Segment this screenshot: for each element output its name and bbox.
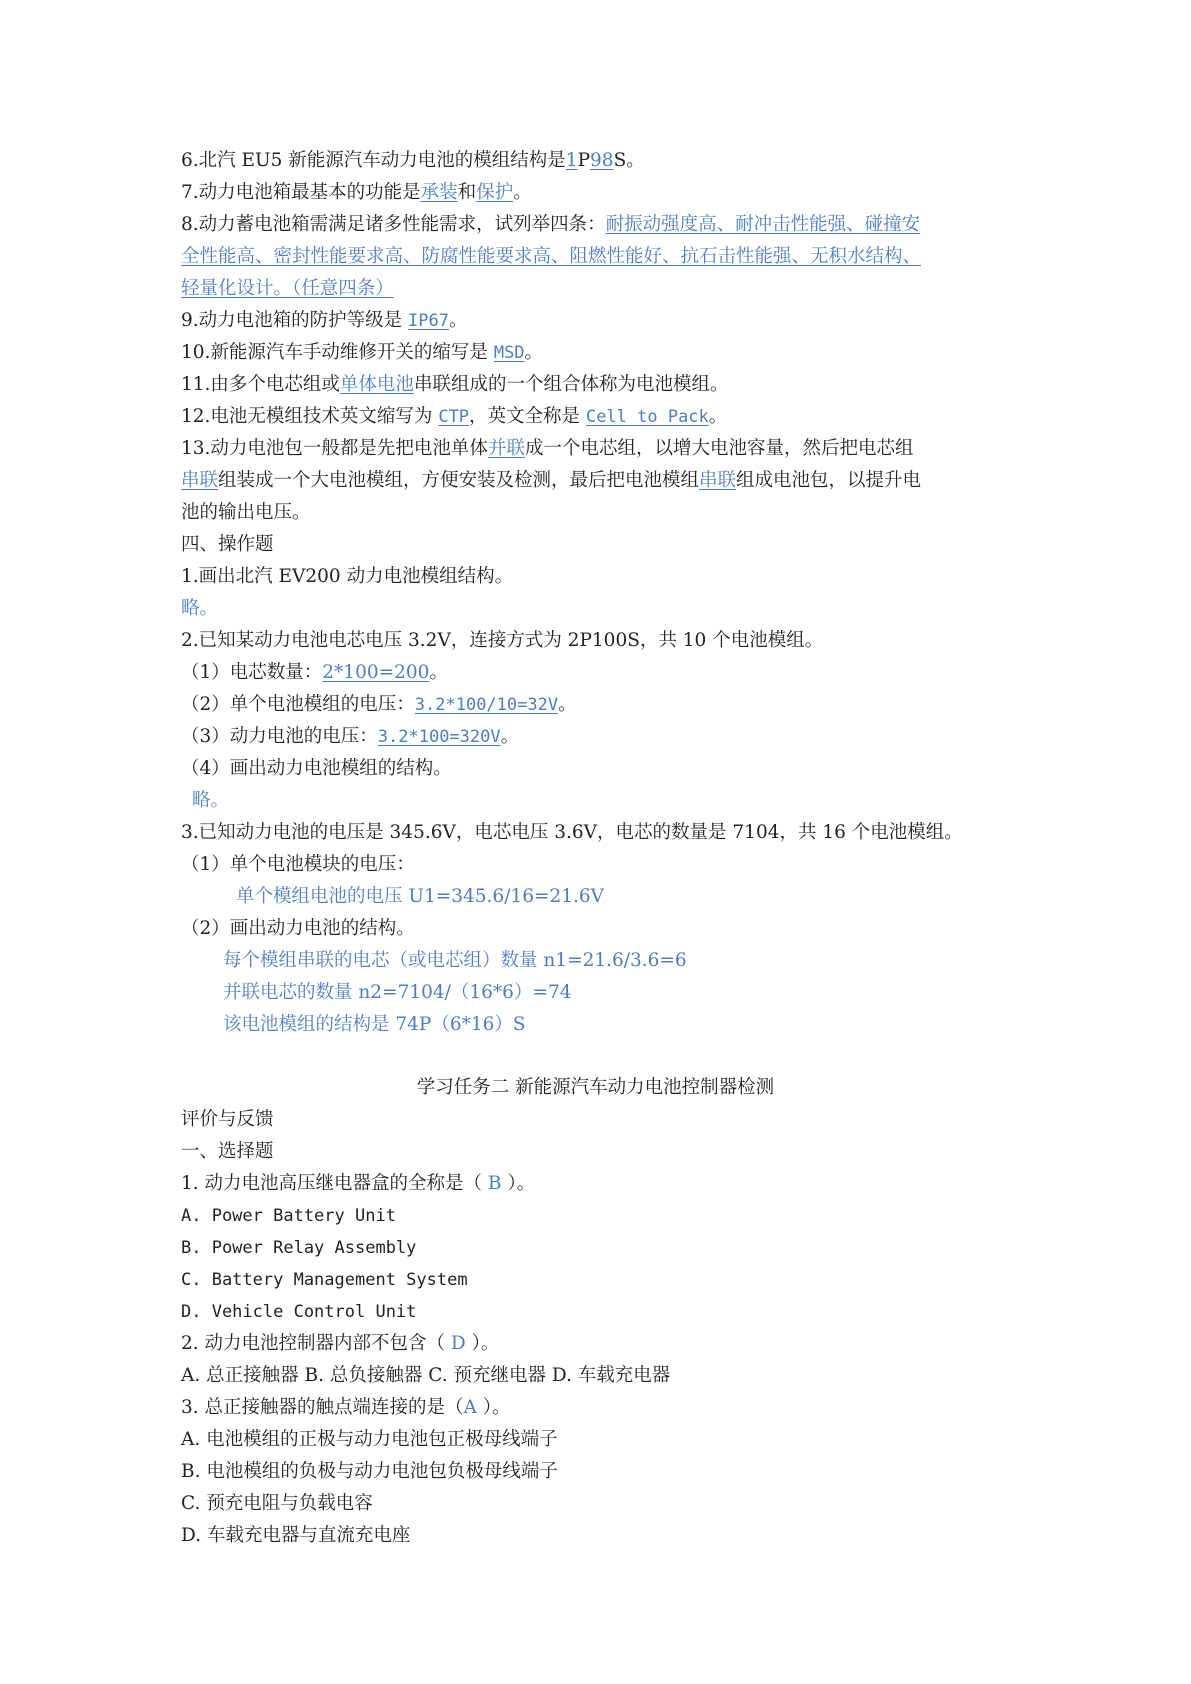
question-text: 。 — [429, 662, 448, 683]
question-text: 组装成一个大电池模组，方便安装及检测，最后把电池模组 — [218, 470, 700, 491]
answer-text: 单个模组电池的电压 U1=345.6/16=21.6V — [236, 886, 605, 907]
answer-letter: B — [487, 1173, 502, 1194]
question-text: ，英文全称是 — [469, 406, 581, 427]
question-text: 。 — [524, 342, 544, 363]
practice-2: 2.已知某动力电池电芯电压 3.2V，连接方式为 2P100S，共 10 个电池模组。 — [181, 630, 824, 651]
answer-blank: MSD — [493, 343, 525, 363]
practice-2-step-2 — [181, 689, 577, 721]
question-text: P — [577, 150, 591, 171]
answer-blank: 承装 — [420, 182, 458, 203]
question-text: 12.电池无模组技术英文缩写为 — [181, 406, 433, 427]
practice-2-step-1 — [181, 657, 448, 689]
question-text: 。 — [449, 310, 468, 331]
question-text: （3）动力电池的电压： — [181, 726, 378, 747]
subheading: 评价与反馈 — [181, 1109, 274, 1130]
question-text: 9.动力电池箱的防护等级是 — [181, 310, 403, 331]
question-text: 13.动力电池包一般都是先把电池单体 — [181, 438, 488, 459]
question-13-line2 — [181, 465, 921, 497]
answer-blank: 3.2*100=320V — [377, 727, 501, 747]
answer-text: 每个模组串联的电芯（或电芯组）数量 n1=21.6/3.6=6 — [223, 950, 687, 971]
answer-blank: IP67 — [408, 311, 449, 331]
question-text: 3. 总正接触器的触点端连接的是（ — [181, 1397, 464, 1418]
question-text: ）。 — [476, 1397, 511, 1418]
choice-question-2 — [181, 1328, 499, 1360]
question-text: 。 — [558, 694, 577, 715]
option-d: D. 车载充电器与直流充电座 — [181, 1525, 411, 1546]
question-13 — [181, 433, 913, 465]
question-text: 10.新能源汽车手动维修开关的缩写是 — [181, 342, 488, 363]
question-6 — [181, 145, 645, 177]
answer-blank: 串联 — [181, 470, 219, 491]
answer-blank: 耐振动强度高、耐冲击性能强、碰撞安 — [605, 214, 921, 235]
answer-text: 该电池模组的结构是 74P（6*16）S — [223, 1014, 526, 1035]
question-13-line3 — [181, 497, 311, 529]
answer-blank: Cell to Pack — [585, 407, 709, 427]
question-10 — [181, 337, 543, 369]
question-text: 池的输出电压。 — [181, 502, 311, 523]
option-b: B. Power Relay Assembly — [181, 1238, 417, 1258]
question-text: S。 — [613, 150, 645, 171]
question-8-line3 — [181, 273, 394, 305]
question-text: 8.动力蓄电池箱需满足诸多性能需求，试列举四条： — [181, 214, 606, 235]
practice-2-step-4: （4）画出动力电池模组的结构。 — [181, 758, 452, 779]
answer-blank: 全性能高、密封性能要求高、防腐性能要求高、阻燃性能好、抗石击性能强、无积水结构、 — [181, 246, 922, 267]
question-11 — [181, 369, 728, 401]
question-text: 组成电池包，以提升电 — [736, 470, 922, 491]
choice-question-1 — [181, 1168, 535, 1200]
option-a: A. 电池模组的正极与动力电池包正极母线端子 — [181, 1429, 558, 1450]
option-b: B. 电池模组的负极与动力电池包负极母线端子 — [181, 1461, 558, 1482]
answer-blank: 串联 — [699, 470, 737, 491]
question-text: ）。 — [501, 1173, 536, 1194]
answer-letter: D — [450, 1333, 466, 1354]
question-text: （1）电芯数量： — [181, 662, 323, 683]
practice-2-step-3 — [181, 721, 519, 753]
question-7 — [181, 177, 532, 209]
answer-blank: CTP — [438, 407, 470, 427]
question-text: 2. 动力电池控制器内部不包含（ — [181, 1333, 451, 1354]
choice-question-3 — [181, 1392, 511, 1424]
question-text: 。 — [708, 406, 728, 427]
question-8-line2 — [181, 241, 921, 273]
section-heading: 四、操作题 — [181, 534, 274, 555]
question-text: 7.动力电池箱最基本的功能是 — [181, 182, 421, 203]
question-text: ）。 — [465, 1333, 500, 1354]
practice-3: 3.已知动力电池的电压是 345.6V，电芯电压 3.6V，电芯的数量是 7104，共 16 个电池模组。 — [181, 822, 963, 843]
question-text: 和 — [457, 182, 477, 203]
practice-3-step-2: （2）画出动力电池的结构。 — [181, 918, 415, 939]
question-text: 1. 动力电池高压继电器盒的全称是（ — [181, 1173, 488, 1194]
question-text: 。 — [500, 726, 520, 747]
answer-text: 并联电芯的数量 n2=7104/（16*6）=74 — [223, 982, 572, 1003]
answer-blank: 1 — [565, 150, 578, 171]
option-a: A. Power Battery Unit — [181, 1206, 396, 1226]
question-text: 成一个电芯组，以增大电池容量，然后把电芯组 — [524, 438, 914, 459]
question-text: 。 — [513, 182, 532, 203]
answer-text: 略。 — [181, 598, 219, 619]
answer-blank: 2*100=200 — [322, 662, 430, 683]
question-text: 6.北汽 EU5 新能源汽车动力电池的模组结构是 — [181, 150, 566, 171]
practice-1: 1.画出北汽 EV200 动力电池模组结构。 — [181, 566, 514, 587]
question-text: 串联组成的一个组合体称为电池模组。 — [413, 374, 729, 395]
task-title: 学习任务二 新能源汽车动力电池控制器检测 — [416, 1077, 775, 1098]
practice-3-step-1: （1）单个电池模块的电压： — [181, 854, 415, 875]
answer-blank: 保护 — [476, 182, 514, 203]
answer-letter: A — [463, 1397, 477, 1418]
answer-blank: 单体电池 — [339, 374, 414, 395]
options-line: A. 总正接触器 B. 总负接触器 C. 预充继电器 D. 车载充电器 — [181, 1365, 671, 1386]
answer-blank: 98 — [590, 150, 614, 171]
option-c: C. Battery Management System — [181, 1270, 468, 1290]
section-heading: 一、选择题 — [181, 1141, 274, 1162]
option-c: C. 预充电阻与负载电容 — [181, 1493, 373, 1514]
answer-blank: 并联 — [487, 438, 525, 459]
option-d: D. Vehicle Control Unit — [181, 1302, 417, 1322]
question-9 — [181, 305, 468, 337]
question-text: 11.由多个电芯组或 — [181, 374, 340, 395]
answer-blank: 3.2*100/10=32V — [414, 695, 559, 715]
question-text: （2）单个电池模组的电压： — [181, 694, 415, 715]
answer-text: 略。 — [192, 790, 230, 811]
question-12 — [181, 401, 727, 433]
answer-blank: 轻量化设计。（任意四条） — [181, 278, 394, 299]
question-8 — [181, 209, 920, 241]
